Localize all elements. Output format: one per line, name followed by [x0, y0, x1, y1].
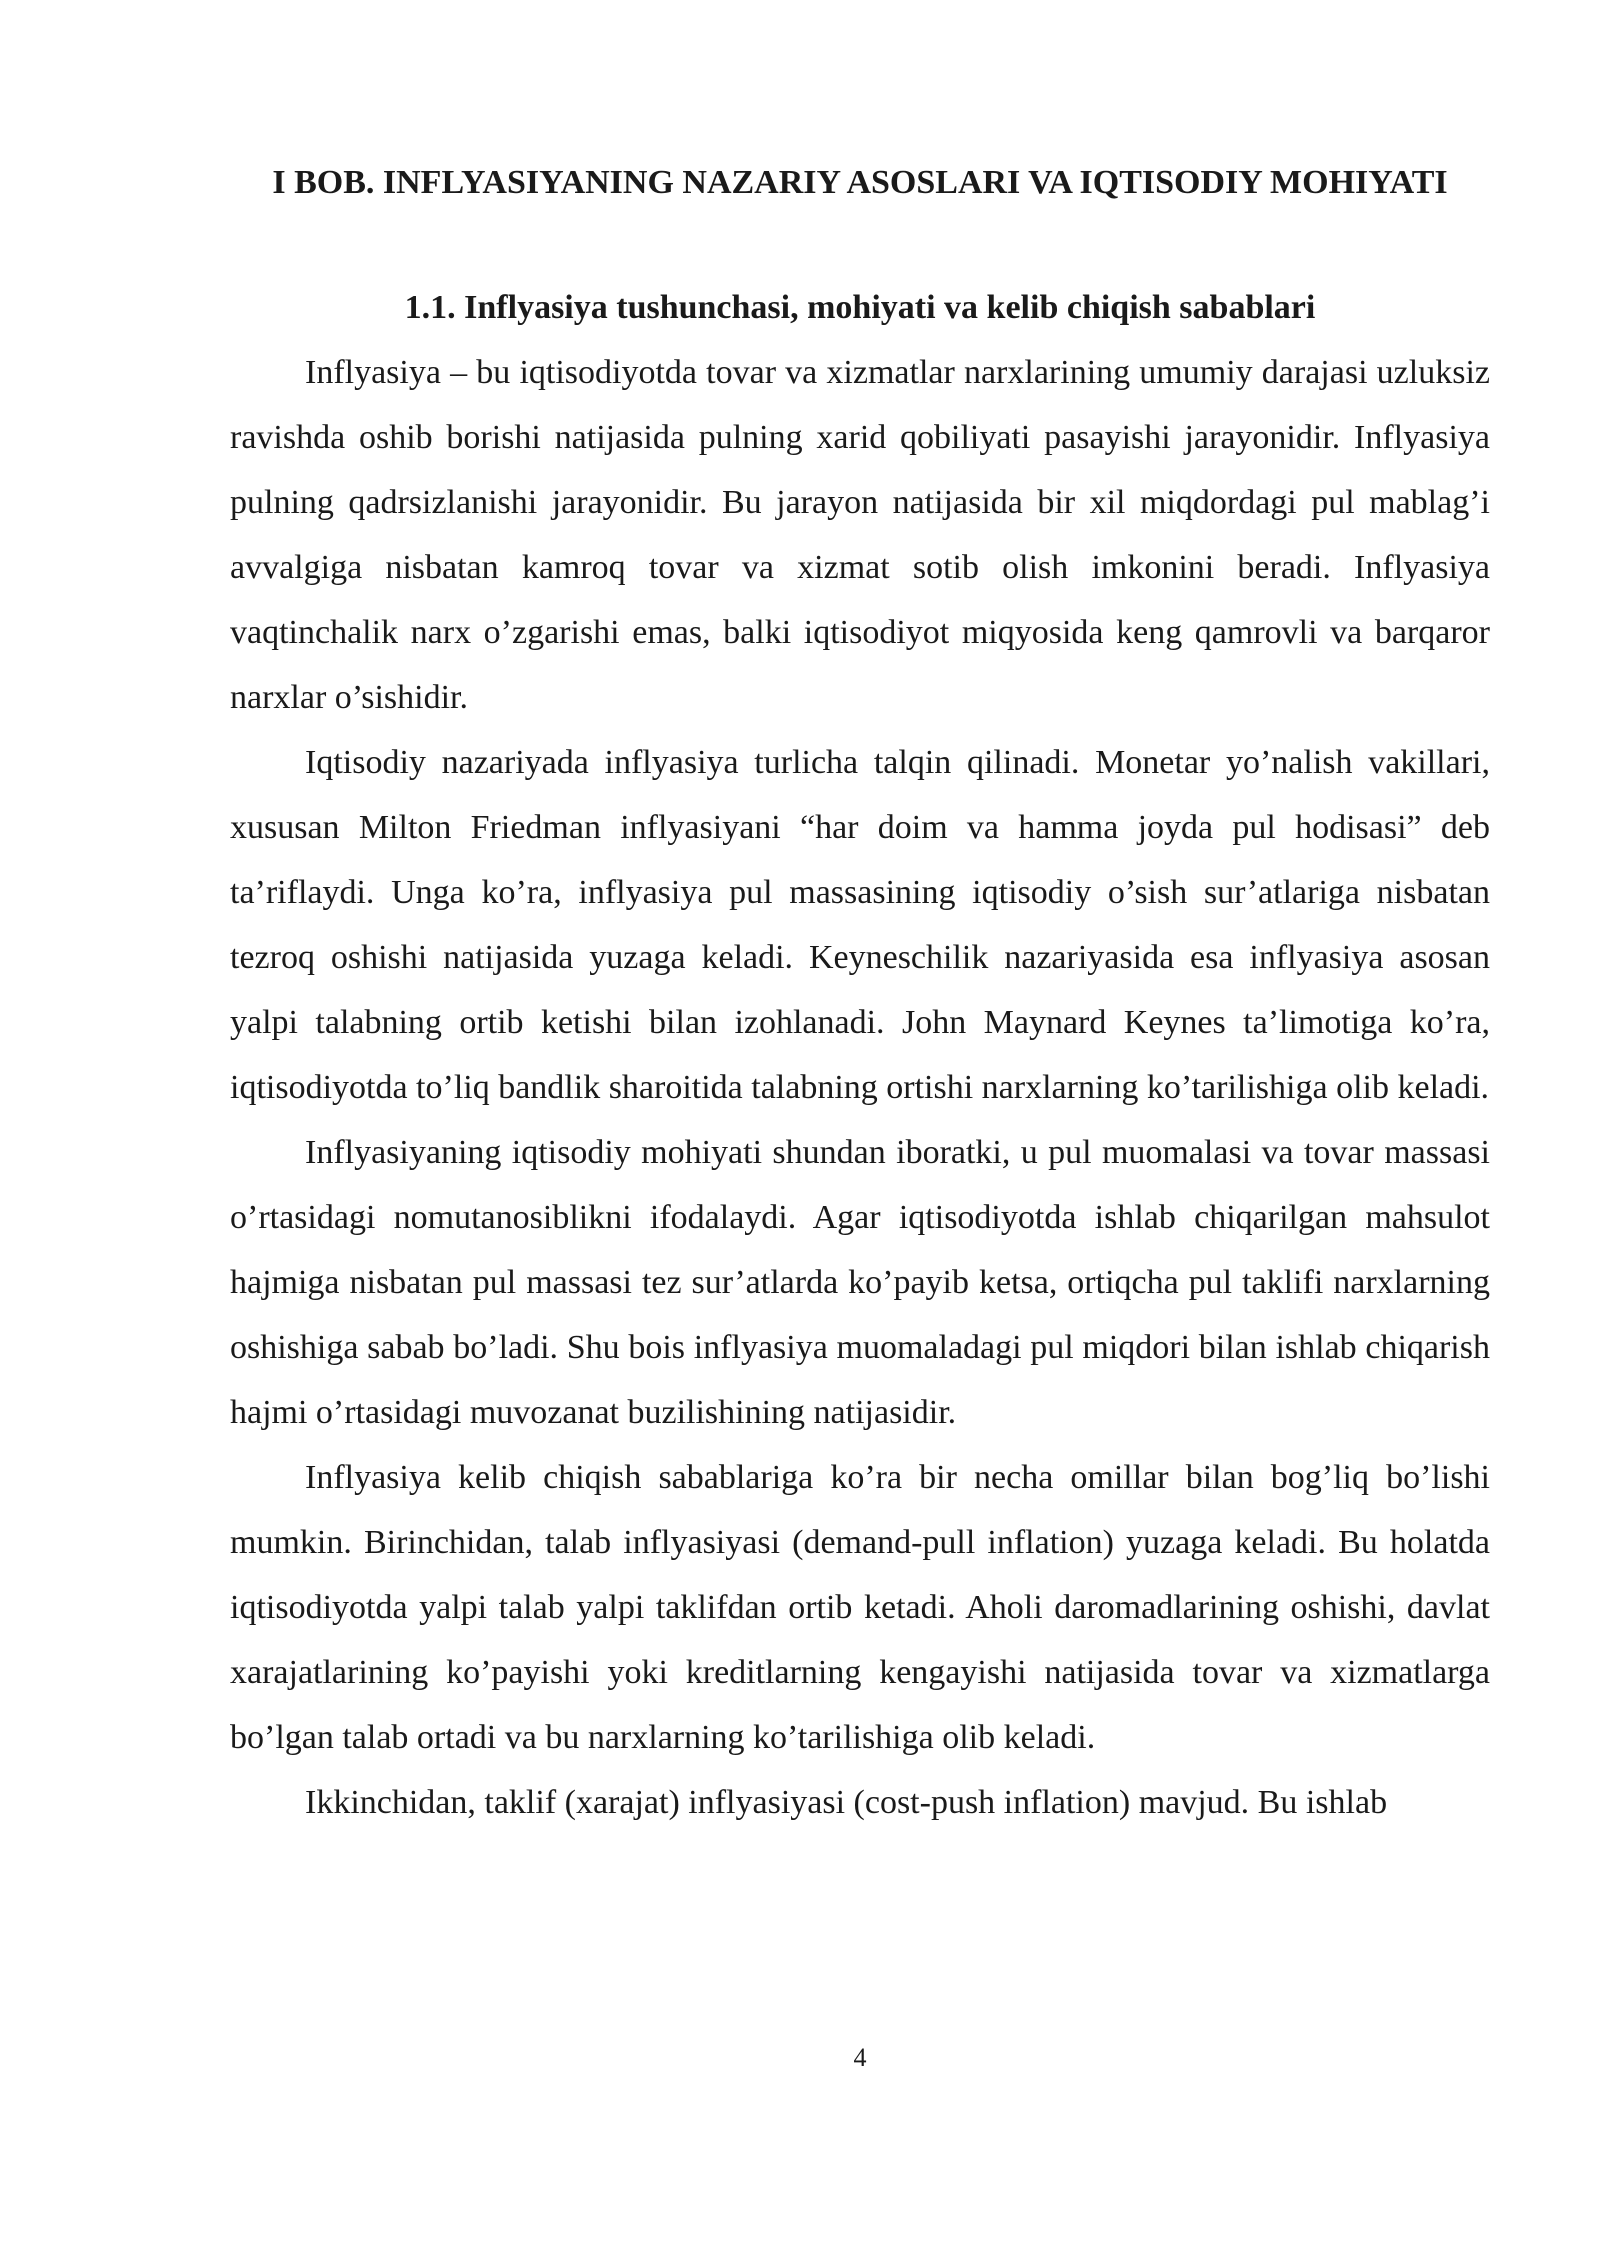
- paragraph-causes: Inflyasiya kelib chiqish sabablariga ko’ra bir necha omillar bilan bog’liq bo’lishi mumkin. Birinchidan, talab inflyasiyasi (demand-pull inflation) yuzaga keladi. Bu holatda iqtisodiyotda yalpi talab yalpi taklifdan ortib ketadi. Aholi daromadlarining oshishi, davlat xarajatlarining ko’payishi yoki kreditlarning kengayishi natijasida tovar va xizmatlarga bo’lgan talab ortadi va bu narxlarning ko’tarilishiga olib keladi.: [230, 1459, 1490, 1756]
- paragraph-definition: Inflyasiya – bu iqtisodiyotda tovar va xizmatlar narxlarining umumiy darajasi uzluksiz ravishda oshib borishi natijasida pulning xarid qobiliyati pasayishi jarayonidir. Inflyasiya pulning qadrsizlanishi jarayonidir. Bu jarayon natijasida bir xil miqdordagi pul mablag’i avvalgiga nisbatan kamroq tovar va xizmat sotib olish imkonini beradi. Inflyasiya vaqtinchalik narx o’zgarishi emas, balki iqtisodiyot miqyosida keng qamrovli va barqaror narxlar o’sishidir.: [230, 354, 1490, 716]
- section-title: 1.1. Inflyasiya tushunchasi, mohiyati va kelib chiqish sabablari: [404, 289, 1316, 326]
- chapter-title: I BOB. INFLYASIYANING NAZARIY ASOSLARI VA IQTISODIY MOHIYATI: [272, 164, 1448, 201]
- paragraph-cost-push: Ikkinchidan, taklif (xarajat) inflyasiyasi (cost-push inflation) mavjud. Bu ishlab: [305, 1784, 1388, 1821]
- paragraph-essence: Inflyasiyaning iqtisodiy mohiyati shundan iboratki, u pul muomalasi va tovar massasi o’rtasidagi nomutanosiblikni ifodalaydi. Agar iqtisodiyotda ishlab chiqarilgan mahsulot hajmiga nisbatan pul massasi tez sur’atlarda ko’payib ketsa, ortiqcha pul taklifi narxlarning oshishiga sabab bo’ladi. Shu bois inflyasiya muomaladagi pul miqdori bilan ishlab chiqarish hajmi o’rtasidagi muvozanat buzilishining natijasidir.: [230, 1134, 1490, 1431]
- paragraph-theories: Iqtisodiy nazariyada inflyasiya turlicha talqin qilinadi. Monetar yo’nalish vakillari, xususan Milton Friedman inflyasiyani “har doim va hamma joyda pul hodisasi” deb ta’riflaydi. Unga ko’ra, inflyasiya pul massasining iqtisodiy o’sish sur’atlariga nisbatan tezroq oshishi natijasida yuzaga keladi. Keyneschilik nazariyasida esa inflyasiya asosan yalpi talabning ortib ketishi bilan izohlanadi. John Maynard Keynes ta’limotiga ko’ra, iqtisodiyotda to’liq bandlik sharoitida talabning ortishi narxlarning ko’tarilishiga olib keladi.: [230, 744, 1490, 1106]
- page-number: 4: [853, 2043, 867, 2072]
- body-text: [230, 340, 1490, 1835]
